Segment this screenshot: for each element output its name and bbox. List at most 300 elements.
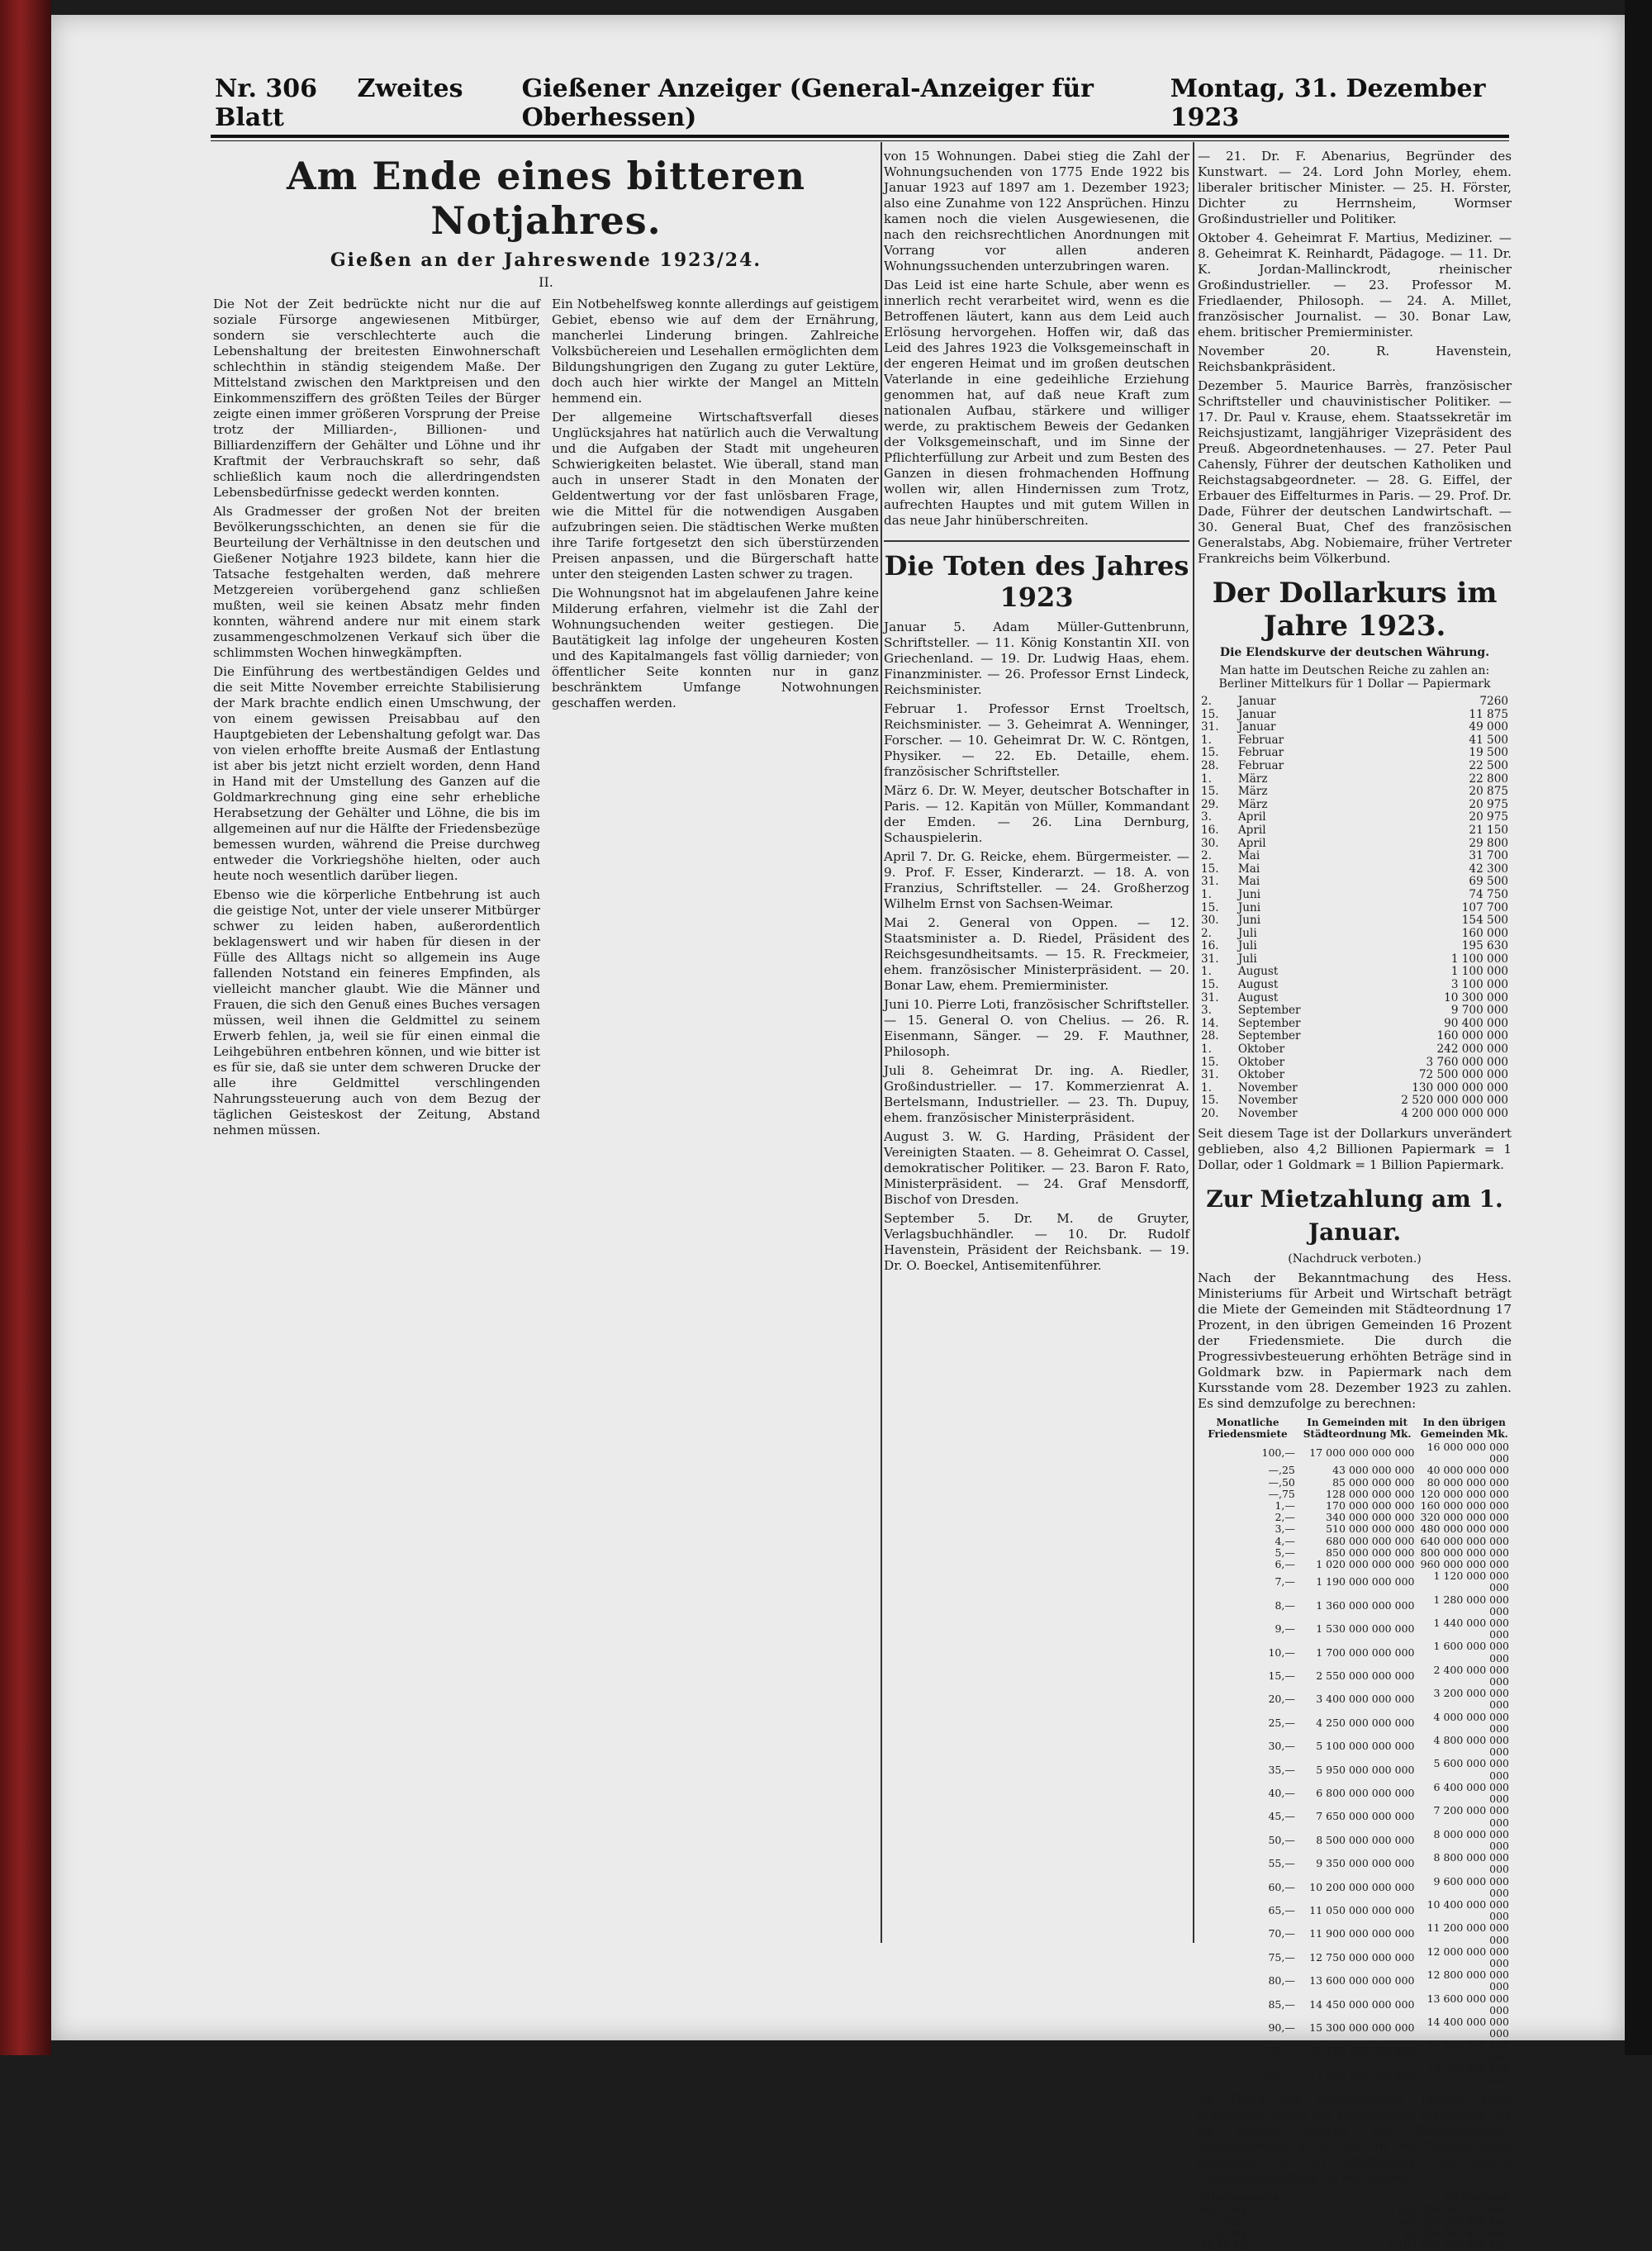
rent-row-cell: 12 750 000 000 000 <box>1309 1950 1415 1964</box>
rent-row-cell: 128 000 000 000 <box>1326 1487 1415 1500</box>
rent-row-cell: 4,— <box>1275 1534 1295 1547</box>
rent-row-cell: 14 400 000 000 000 <box>1427 2015 1509 2040</box>
column-divider <box>1193 142 1194 1943</box>
dollar-rate-row-cell: Mai <box>1237 862 1260 876</box>
dollar-rate-row-cell: November <box>1237 1107 1298 1120</box>
dollar-rate-row <box>1198 889 1512 902</box>
dollar-rate-row <box>1198 824 1512 838</box>
dollar-rate-row-cell: Oktober <box>1237 1042 1285 1057</box>
obituary-entry: September 5. Dr. M. de Gruyter, Verlagsbuchhändler. — 10. Dr. Rudolf Havenstein, Präsident der Reichsbank. — 19. Dr. O. Boeckel, Antisemitenführer. <box>884 1211 1189 1273</box>
dollar-rate-row-cell: 7260 <box>1479 695 1508 708</box>
rent-row-cell: 1 530 000 000 000 <box>1316 1622 1415 1636</box>
rent-example-row <box>1198 2204 1512 2215</box>
rent-row-cell: 1 020 000 000 000 <box>1316 1558 1415 1571</box>
rent-row <box>1198 1477 1512 1489</box>
dollar-rate-row-cell: 154 500 <box>1461 914 1508 928</box>
rent-row-cell: 16 000 000 000 000 <box>1427 2062 1509 2087</box>
rent-row <box>1198 2016 1512 2040</box>
rent-row-cell: 4 000 000 000 000 <box>1433 1710 1509 1735</box>
dollar-rate-row-cell: 1 100 000 <box>1450 965 1508 979</box>
dollar-rate-row-cell: 10 300 000 <box>1444 990 1508 1004</box>
rent-row <box>1198 1570 1512 1593</box>
dollar-rate-row-cell: 14. <box>1201 1016 1219 1030</box>
rent-row-cell: 10 400 000 000 000 <box>1427 1897 1509 1923</box>
dollar-rate-row-cell: 21 150 <box>1469 823 1508 837</box>
dollar-rate-row-cell: 28. <box>1201 758 1219 772</box>
masthead: Gießener Anzeiger (General-Anzeiger für Oberhessen) <box>521 74 1094 132</box>
dollar-rate-row-cell: Januar <box>1237 707 1276 721</box>
rent-row-cell: 17 000 000 000 000 <box>1309 1446 1415 1460</box>
dollar-rate-row-cell: Juli <box>1237 939 1257 953</box>
dollar-rate-row <box>1198 709 1512 722</box>
dollar-rate-row-cell: 1. <box>1201 965 1212 979</box>
rent-row-cell: 1 120 000 000 000 <box>1433 1570 1509 1594</box>
dollar-rate-row-cell: 31 700 <box>1469 849 1508 863</box>
rent-row <box>1198 1559 1512 1570</box>
obituary-entry: Juni 10. Pierre Loti, französischer Schriftsteller. — 15. General O. von Chelius. — 26. R. Eisenmann, Sänger. — 29. F. Mauthner, Philosoph. <box>884 997 1189 1059</box>
rent-row-cell: 9 350 000 000 000 <box>1316 1857 1415 1870</box>
dollar-rate-row-cell: Juli <box>1237 926 1257 940</box>
article-part: II. <box>539 274 553 290</box>
dollar-rate-row-cell: 31. <box>1201 1068 1219 1082</box>
rent-example-row-cell: 6 800 000 000 000 Mk. <box>1387 2203 1509 2216</box>
rent-row-cell: 50,— <box>1268 1833 1295 1846</box>
rent-example-row-cell: 7 183 000 000 000 Mk. <box>1387 2238 1509 2251</box>
rent-row <box>1198 1946 1512 1969</box>
rent-title: Zur Mietzahlung am 1. Januar. <box>1206 1185 1503 1246</box>
rent-row-cell: 1 600 000 000 000 <box>1433 1640 1509 1665</box>
header-rule-thin <box>211 140 1509 141</box>
rent-col-header: Monatliche Friedensmiete <box>1208 1416 1288 1440</box>
dollar-rate-row <box>1198 1004 1512 1018</box>
article-headline: Am Ende eines bitteren Notjahres. <box>286 154 806 243</box>
rent-row-cell: 6 400 000 000 000 <box>1433 1780 1509 1806</box>
dollar-rate-row <box>1198 811 1512 824</box>
obituary-title: Die Toten des Jahres 1923 <box>884 540 1189 613</box>
rent-example-row <box>1198 2216 1512 2228</box>
rent-row-cell: 13 600 000 000 000 <box>1427 1992 1509 2016</box>
dollar-rate-row-cell: 15. <box>1201 1055 1219 1069</box>
dollar-rate-row-cell: 3. <box>1201 810 1212 824</box>
dollar-rate-row-cell: 19 500 <box>1469 746 1508 760</box>
rent-row-cell: 30,— <box>1268 1740 1295 1753</box>
dollar-rate-row-cell: Juli <box>1237 952 1257 966</box>
rent-row-cell: 3,— <box>1275 1522 1295 1536</box>
dollar-rate-row-cell: 28. <box>1201 1029 1219 1043</box>
rent-row <box>1198 1594 1512 1617</box>
dollar-rate-row-cell: Februar <box>1237 746 1284 760</box>
rent-row-cell: 20,— <box>1268 1693 1295 1706</box>
obituary-entry: März 6. Dr. W. Meyer, deutscher Botschafter in Paris. — 12. Kapitän von Müller, Kommandant der Emden. — 26. Lina Dernburg, Schauspielerin. <box>884 783 1189 845</box>
rent-row-cell: 100,— <box>1261 2068 1295 2081</box>
rent-row-cell: 7 650 000 000 000 <box>1316 1810 1415 1823</box>
dollar-rate-row-cell: 4 200 000 000 000 <box>1401 1107 1508 1120</box>
rent-row-cell: 2,— <box>1275 1511 1295 1524</box>
rent-row-cell: 6 800 000 000 000 <box>1316 1786 1415 1799</box>
rent-row-cell: 90,— <box>1268 2021 1295 2035</box>
dollar-rate-row <box>1198 734 1512 748</box>
article-right-column <box>552 297 879 1142</box>
rent-example-row-cell: 2,— Mk. <box>1200 2215 1244 2228</box>
obituary-entry: Januar 5. Adam Müller-Guttenbrunn, Schriftsteller. — 11. König Konstantin XII. von Griechenland. — 19. Dr. Ludwig Haas, ehem. Finanzminister. — 26. Professor Ernst Lindeck, Reichsminister. <box>884 620 1189 697</box>
rent-row <box>1198 1829 1512 1852</box>
rent-example-row-cell: —,25 Mk. <box>1200 2226 1251 2239</box>
dollar-rate-row-cell: 242 000 000 <box>1436 1042 1508 1057</box>
middle-column <box>884 149 1189 1933</box>
header-rule <box>211 135 1509 138</box>
dollar-rate-row <box>1198 940 1512 953</box>
dollar-rate-row-cell: November <box>1237 1094 1298 1108</box>
rent-row-cell: 850 000 000 000 <box>1326 1546 1415 1559</box>
dollar-rate-row-cell: 20 975 <box>1469 797 1508 811</box>
rent-row-cell: 12 800 000 000 000 <box>1427 1968 1509 1993</box>
rent-row-cell: 11 900 000 000 000 <box>1309 1927 1415 1940</box>
obituary-entry: Februar 1. Professor Ernst Troeltsch, Reichsminister. — 3. Geheimrat A. Wenninger, Forscher. — 10. Geheimrat Dr. W. C. Röntgen, Physiker. — 22. Eb. Detaille, ehem. französischer Schriftsteller. <box>884 701 1189 779</box>
paragraph: Die Einführung des wertbeständigen Geldes und die seit Mitte November erreichte Stabilisierung der Mark brachte endlich einen Umschwung, der von einem gewissen Preisabbau auf den Hauptgebieten der Lebenshaltung gefolgt war. Das von vielen erhoffte breite Ausmaß der Entlastung ist aber bis jetzt nicht erzielt worden, denn Hand in Hand mit der Umstellung des Ganzen auf die Goldmarkrechnung ging eine sehr erhebliche Herabsetzung der Gehälter und Löhne, die bis im allgemeinen auf nur die Hälfte der Friedensbezüge bemessen wurden, während die Preise durchweg entweder die Vorkriegshöhe hielten, oder auch heute noch wesentlich darüber liegen. <box>213 664 540 883</box>
dollar-rate-row-cell: 195 630 <box>1461 939 1508 953</box>
rent-row-cell: 11 200 000 000 000 <box>1427 1921 1509 1946</box>
issue-date: Montag, 31. Dezember 1923 <box>1170 74 1486 132</box>
rent-row <box>1198 1617 1512 1641</box>
rent-row-cell: 45,— <box>1268 1810 1295 1823</box>
rent-row-cell: 9,— <box>1275 1622 1295 1636</box>
dollar-rate-row-cell: 31. <box>1201 952 1219 966</box>
rent-row-cell: 1,— <box>1275 1499 1295 1513</box>
rent-row-cell: 1 190 000 000 000 <box>1316 1575 1415 1589</box>
dollar-rate-row-cell: 2. <box>1201 695 1212 708</box>
rent-row-cell: 8 000 000 000 000 <box>1433 1827 1509 1852</box>
dollar-rate-row-cell: 15. <box>1201 707 1219 721</box>
dollar-rate-row <box>1198 1082 1512 1095</box>
dollar-rate-row <box>1198 876 1512 889</box>
rent-row-cell: 17 000 000 000 000 <box>1309 2068 1415 2081</box>
dollar-rate-row-cell: 20. <box>1201 1107 1219 1120</box>
rent-row-cell: 12 000 000 000 000 <box>1427 1945 1509 1969</box>
dollar-rate-row-cell: 30. <box>1201 836 1219 850</box>
newspaper-header <box>215 74 1507 132</box>
rent-row-cell: 10,— <box>1268 1646 1295 1659</box>
rent-row-cell: 1 360 000 000 000 <box>1316 1598 1415 1612</box>
rent-row <box>1198 1805 1512 1828</box>
dollar-rate-row <box>1198 721 1512 734</box>
rent-row-cell: 960 000 000 000 <box>1420 1558 1509 1571</box>
dollar-rate-row-cell: 15. <box>1201 900 1219 914</box>
dollar-rate-row-cell: 9 700 000 <box>1450 1004 1508 1018</box>
dollar-rate-row-cell: April <box>1237 836 1266 850</box>
rent-row-cell: 15 300 000 000 000 <box>1309 2021 1415 2035</box>
rent-example-row-cell: 42,25 Mk. <box>1200 2238 1254 2251</box>
dollar-rate-row <box>1198 773 1512 786</box>
rent-row <box>1198 1665 1512 1688</box>
header-left <box>215 74 522 132</box>
rent-row <box>1198 1547 1512 1559</box>
rent-row-cell: 1 700 000 000 000 <box>1316 1646 1415 1659</box>
paragraph: Die Not der Zeit bedrückte nicht nur die auf soziale Fürsorge angewiesenen Mitbürger, sondern sie verschlechterte auch die Lebenshaltung der breitesten Einwohnerschaft schlechthin in ständig steigendem Maße. Der Mittelstand zwischen den Marktpreisen und den Einkommensziffern des größten Teiles der Bürger zeigte einen immer größeren Vorsprung der Preise trotz der Milliarden-, Billionen- und Billiardenziffern der Gehälter und Löhne und ihr Kraftmit der Verbrauchskraft so sehr, daß schließlich kaum noch die allerdringendsten Lebensbedürfnisse gedeckt werden konnten. <box>213 297 540 500</box>
dollar-rate-row-cell: Juni <box>1237 914 1261 928</box>
obituary-entry: — 21. Dr. F. Abenarius, Begründer des Kunstwart. — 24. Lord John Morley, ehem. liberaler britischer Minister. — 25. H. Förster, Dichter zu Herrnsheim, Wormser Großindustrieller und Politiker. <box>1198 149 1512 226</box>
article-columns <box>213 297 879 1142</box>
dollar-rate-row <box>1198 838 1512 851</box>
rent-row <box>1198 1688 1512 1711</box>
rent-row <box>1198 1712 1512 1735</box>
rent-row-cell: 8 800 000 000 000 <box>1433 1851 1509 1876</box>
dollar-rate-row-cell: Mai <box>1237 875 1260 889</box>
rent-row <box>1198 1852 1512 1875</box>
rent-example-row <box>1198 2239 1512 2251</box>
rent-row-cell: 5 950 000 000 000 <box>1316 1763 1415 1776</box>
rent-row-cell: 16 150 000 000 000 <box>1309 2044 1415 2058</box>
rent-row-cell: 43 000 000 000 <box>1332 1464 1415 1477</box>
obituary-entry: Oktober 4. Geheimrat F. Martius, Mediziner. — 8. Geheimrat K. Reinhardt, Pädagoge. — 11. Dr. K. Jordan-Mallinckrodt, rheinischer Großindustrieller. — 23. Professor M. Friedlaender, Philosoph. — 24. A. Millet, französischer Journalist. — 30. Bonar Law, ehem. britischer Premierminister. <box>1198 230 1512 340</box>
rent-row-cell: 5 100 000 000 000 <box>1316 1740 1415 1753</box>
dollar-rate-row-cell: 31. <box>1201 990 1219 1004</box>
dollar-rate-row-cell: September <box>1237 1016 1301 1030</box>
dollar-rate-row-cell: 16. <box>1201 939 1219 953</box>
dollar-rate-row-cell: 15. <box>1201 1094 1219 1108</box>
dollar-rate-row-cell: 31. <box>1201 720 1219 734</box>
dollar-rate-row-cell: 1. <box>1201 887 1212 901</box>
rent-row-cell: 1 280 000 000 000 <box>1433 1593 1509 1617</box>
rent-row-cell: 7,— <box>1275 1575 1295 1589</box>
dollar-rate-row-cell: 30. <box>1201 914 1219 928</box>
rent-example-row <box>1198 2228 1512 2239</box>
rent-row <box>1198 1758 1512 1781</box>
page-edge <box>1625 0 1652 2055</box>
right-column <box>1198 149 1512 2251</box>
rent-row <box>1198 1876 1512 1899</box>
dollar-rate-row-cell: 3. <box>1201 1004 1212 1018</box>
rent-row <box>1198 1536 1512 1547</box>
rent-table <box>1198 1415 1512 2087</box>
rent-row <box>1198 1512 1512 1523</box>
rent-row-cell: 10 200 000 000 000 <box>1309 1880 1415 1893</box>
rent-example-header: Mietbetrag: <box>1444 2191 1510 2203</box>
rent-row-cell: 120 000 000 000 <box>1420 1487 1509 1500</box>
dollar-rate-row <box>1198 696 1512 709</box>
column-divider <box>881 142 882 1943</box>
rent-row <box>1198 1489 1512 1500</box>
rent-row-cell: 95,— <box>1268 2044 1295 2058</box>
rent-row-cell: 70,— <box>1268 1927 1295 1940</box>
dollar-rate-row-cell: 1. <box>1201 1080 1212 1095</box>
dollar-rate-row <box>1198 992 1512 1005</box>
dollar-rate-row-cell: 15. <box>1201 978 1219 992</box>
paragraph: Ein Notbehelfsweg konnte allerdings auf geistigem Gebiet, ebenso wie auf dem der Ernährung, mancherlei Linderung bringen. Zahlreiche Volksbüchereien und Lesehallen ermöglichten dem Bildungshungrigen den Zugang zu guter Lektüre, doch auch hier wirkte der Mangel an Mitteln hemmend ein. <box>552 297 879 406</box>
obituary-entry: Dezember 5. Maurice Barrès, französischer Schriftsteller und chauvinistischer Politiker. — 17. Dr. Paul v. Krause, ehem. Staatssekretär im Reichsjustizamt, langjähriger Vizepräsident des Preuß. Abgeordnetenhauses. — 27. Peter Paul Cahensly, Führer der deutschen Katholiken und Reichstagsabgeordneter. — 28. G. Eiffel, der Erbauer des Eiffelturmes in Paris. — 29. Prof. Dr. Dade, Führer der deutschen Landwirtschaft. — 30. General Buat, Chef des französischen Generalstabs, Abg. Nobiemaire, früher Vertreter Frankreichs beim Völkerbund. <box>1198 378 1512 566</box>
rent-example-row-cell: 340 000 000 000 Mk. <box>1397 2215 1509 2228</box>
rent-row-cell: 2 400 000 000 000 <box>1433 1663 1509 1688</box>
dollar-rate-row-cell: 90 400 000 <box>1444 1016 1508 1030</box>
dollar-rate-row-cell: 2. <box>1201 849 1212 863</box>
dollar-rate-row-cell: März <box>1237 785 1268 799</box>
rent-intro: Nach der Bekanntmachung des Hess. Ministeriums für Arbeit und Wirtschaft beträgt die Miete der Gemeinden mit Städteordnung 17 Prozent, in den übrigen Gemeinden 16 Prozent der Friedensmiete. Die durch die Progressivbesteuerung erhöhten Beträge sind in Goldmark bzw. in Papiermark nach dem Kursstande vom 28. Dezember 1923 zu zahlen. Es sind demzufolge zu berechnen: <box>1198 1270 1512 1411</box>
dollar-rate-row-cell: 1. <box>1201 1042 1212 1057</box>
dollar-rate-row <box>1198 1095 1512 1108</box>
dollar-rate-row-cell: 22 800 <box>1469 772 1508 786</box>
main-article <box>213 149 879 1933</box>
dollar-rate-row <box>1198 966 1512 979</box>
rent-row-cell: 80 000 000 000 <box>1427 1475 1509 1489</box>
dollar-rate-row <box>1198 953 1512 966</box>
dollar-rate-row-cell: 15. <box>1201 785 1219 799</box>
rent-col-header: In Gemeinden mit Städteordnung Mk. <box>1303 1416 1412 1440</box>
rent-row <box>1198 2040 1512 2063</box>
dollar-rate-row-cell: 72 500 000 000 <box>1418 1068 1508 1082</box>
rent-row-cell: 16 000 000 000 000 <box>1427 1441 1509 1465</box>
rent-row <box>1198 1641 1512 1664</box>
rent-row-cell: 510 000 000 000 <box>1326 1522 1415 1536</box>
dollar-rate-row-cell: 3 760 000 000 <box>1426 1055 1508 1069</box>
dollar-rate-row-cell: 1 100 000 <box>1450 952 1508 966</box>
rent-example-row-cell: 40,— Mk. <box>1200 2203 1251 2216</box>
dollar-rate-row <box>1198 747 1512 760</box>
rent-row-cell: 65,— <box>1268 1904 1295 1917</box>
dollar-rate-row-cell: August <box>1237 990 1279 1004</box>
rent-row-cell: 60,— <box>1268 1880 1295 1893</box>
rent-row-cell: 40,— <box>1268 1786 1295 1799</box>
rent-row <box>1198 1523 1512 1535</box>
dollar-rate-row-cell: Oktober <box>1237 1055 1285 1069</box>
rent-row <box>1198 1899 1512 1922</box>
rent-row-cell: 25,— <box>1268 1716 1295 1729</box>
dollar-rate-row <box>1198 1108 1512 1121</box>
rent-row-cell: 4 800 000 000 000 <box>1433 1734 1509 1759</box>
rent-row-cell: 640 000 000 000 <box>1420 1534 1509 1547</box>
dollar-rate-row-cell: 41 500 <box>1469 733 1508 747</box>
dollar-rate-row <box>1198 1043 1512 1057</box>
dollar-rate-row-cell: April <box>1237 823 1266 837</box>
dollar-rate-row-cell: 42 300 <box>1469 862 1508 876</box>
dollar-rate-row-cell: 11 875 <box>1469 707 1508 721</box>
rent-row-cell: —,25 <box>1268 1464 1295 1477</box>
rent-row <box>1198 1441 1512 1465</box>
rent-row-cell: —,75 <box>1268 1487 1295 1500</box>
obituary-entry: August 3. W. G. Harding, Präsident der Vereinigten Staaten. — 8. Geheimrat O. Cassel, demokratischer Politiker. — 23. Baron F. Rato, Ministerpräsident. — 24. Graf Mensdorff, Bischof von Dresden. <box>884 1129 1189 1207</box>
dollar-rate-row-cell: September <box>1237 1029 1301 1043</box>
dollar-rate-row-cell: 29 800 <box>1469 836 1508 850</box>
article-subhead: Gießen an der Jahreswende 1923/24. <box>330 249 762 271</box>
dollar-rate-row-cell: 1. <box>1201 772 1212 786</box>
dollar-rate-row <box>1198 850 1512 863</box>
paragraph: von 15 Wohnungen. Dabei stieg die Zahl der Wohnungsuchenden von 1775 Ende 1922 bis Januar 1923 auf 1897 am 1. Dezember 1923; also eine Zunahme von 122 Ansprüchen. Hinzu kamen noch die vielen Ausgewiesenen, die nach den reichsrechtlichen Anordnungen mit Vorrang vor allen anderen Wohnungssuchenden unterzubringen waren. <box>884 149 1189 273</box>
rent-row <box>1198 1993 1512 2016</box>
dollar-rate-row-cell: Februar <box>1237 733 1284 747</box>
issue-number: Nr. 306 <box>215 74 317 103</box>
dollar-rate-row-cell: 22 500 <box>1469 758 1508 772</box>
dollar-rate-row-cell: Januar <box>1237 720 1276 734</box>
rent-row-cell: 85,— <box>1268 1997 1295 2011</box>
rent-row-cell: 480 000 000 000 <box>1420 1522 1509 1536</box>
dollar-rate-row <box>1198 799 1512 812</box>
rent-row-cell: 5 600 000 000 000 <box>1433 1757 1509 1782</box>
rent-row-cell: 3 400 000 000 000 <box>1316 1693 1415 1706</box>
dollar-rate-row-cell: Januar <box>1237 695 1276 708</box>
rent-row <box>1198 1782 1512 1805</box>
dollar-rate-row-cell: Juni <box>1237 900 1261 914</box>
obituary-entry: April 7. Dr. G. Reicke, ehem. Bürgermeister. — 9. Prof. F. Esser, Kinderarzt. — 18. A. von Franzius, Schriftsteller. — 24. Großherzog Wilhelm Ernst von Sachsen-Weimar. <box>884 849 1189 911</box>
rent-row-cell: 680 000 000 000 <box>1326 1534 1415 1547</box>
rent-row-cell: 35,— <box>1268 1763 1295 1776</box>
dollar-rate-row <box>1198 760 1512 773</box>
rent-row-cell: 9 600 000 000 000 <box>1433 1874 1509 1899</box>
rent-row-cell: —,50 <box>1268 1475 1295 1489</box>
book-binding <box>0 0 51 2055</box>
dollar-rate-row-cell: August <box>1237 978 1279 992</box>
rent-row <box>1198 1735 1512 1758</box>
dollar-rate-row-cell: 49 000 <box>1469 720 1508 734</box>
rent-outro: An Hand der vorstehenden Tabelle kann jedermann leicht die Mietbeträge feststellen. Es ist genaue Betrag der Friedensmiete, beispielsweise 42,25 Mk. in der Tabelle nicht enthalten, so ist Mietbetrag, nur durch Zusammenstellung zu berechnen: <box>1198 2092 1512 2186</box>
dollar-rate-row-cell: Februar <box>1237 758 1284 772</box>
rent-row-cell: 11 050 000 000 000 <box>1309 1904 1415 1917</box>
dollar-rate-row-cell: Mai <box>1237 849 1260 863</box>
dollar-rate-row-cell: 1. <box>1201 733 1212 747</box>
dollar-rate-row-cell: März <box>1237 797 1268 811</box>
rent-row-cell: 100,— <box>1261 1446 1295 1460</box>
dollar-rate-row-cell: August <box>1237 965 1279 979</box>
dollar-rate-row <box>1198 1030 1512 1043</box>
dollar-rate-row-cell: Juni <box>1237 887 1261 901</box>
rent-example-row-cell: 43 000 000 000 Mk. <box>1403 2226 1509 2239</box>
rent-row <box>1198 1500 1512 1512</box>
rent-row-cell: 340 000 000 000 <box>1326 1511 1415 1524</box>
rent-row-cell: 170 000 000 000 <box>1326 1499 1415 1513</box>
dollar-rate-note: Seit diesem Tage ist der Dollarkurs unverändert geblieben, also 4,2 Billionen Papiermark = 1 Dollar, oder 1 Goldmark = 1 Billion Papiermark. <box>1198 1125 1512 1172</box>
dollar-rate-row-cell: 107 700 <box>1461 900 1508 914</box>
rent-row-cell: 13 600 000 000 000 <box>1309 1974 1415 1987</box>
dollar-rate-row <box>1198 979 1512 992</box>
obituary-entry: Juli 8. Geheimrat Dr. ing. A. Riedler, Großindustrieller. — 17. Kommerzienrat A. Bertelsmann, Industrieller. — 23. Th. Dupuy, ehem. französischer Ministerpräsident. <box>884 1063 1189 1125</box>
rent-row-cell: 1 440 000 000 000 <box>1433 1617 1509 1641</box>
rent-row-cell: 8,— <box>1275 1598 1295 1612</box>
rent-row-cell: 15,— <box>1268 1669 1295 1682</box>
rent-row-cell: 5,— <box>1275 1546 1295 1559</box>
rent-row-cell: 15 200 000 000 000 <box>1427 2039 1509 2063</box>
dollar-rate-row-cell: November <box>1237 1080 1298 1095</box>
paragraph: Ebenso wie die körperliche Entbehrung ist auch die geistige Not, unter der viele unserer Mitbürger schwer zu leiden haben, außerordentlich beklagenswert und wir haben für diesen in der Fülle des Alltags nicht so allgemein ins Auge fallenden Notstand ein feineres Empfinden, als vielleicht mancher glaubt. Wie die Männer und Frauen, die sich den Genuß eines Buches versagen müssen, weil ihnen die Geldmittel zu seinem Erwerb fehlen, ja, weil sie für einen einmal die Leihgebühren entbehren können, und wie bitter ist es für sie, daß sie unter dem schweren Drucke der alle ihre Geldmittel verschlingenden Nahrungssteuerung auch von dem Bezug der täglichen Geisteskost der Zeitung, Abstand nehmen müssen. <box>213 887 540 1137</box>
dollar-rate-row-cell: 16. <box>1201 823 1219 837</box>
rent-row-cell: 4 250 000 000 000 <box>1316 1716 1415 1729</box>
dollar-rate-row <box>1198 1018 1512 1031</box>
rent-row <box>1198 2063 1512 2087</box>
dollar-rate-title: Der Dollarkurs im Jahre 1923. <box>1212 577 1498 643</box>
paragraph: Das Leid ist eine harte Schule, aber wenn es innerlich recht verarbeitet wird, wenn es die Betroffenen läutert, kann aus dem Leid auch Erlösung hervorgehen. Hoffen wir, daß das Leid des Jahres 1923 die Volksgemeinschaft in der engeren Heimat und im großen deutschen Vaterlande in eine gedeihliche Erziehung genommen hat, auf daß neue Kraft zum nationalen Aufbau, stärkere und williger werde, zu praktischem Beweis der Gedanken der Volksgemeinschaft, und im Sinne der Pflichterfüllung zur Arbeit und zum Besten des Ganzen in diesen frohmachenden Hoffnung wollen wir, allen Hindernissen zum Trotz, aufrechten Hauptes und mit gutem Willen in das neue Jahr hinüberschreiten. <box>884 278 1189 528</box>
dollar-rate-row-cell: 160 000 000 <box>1436 1029 1508 1043</box>
rent-row-cell: 3 200 000 000 000 <box>1433 1687 1509 1712</box>
article-left-column <box>213 297 540 1142</box>
dollar-rate-row-cell: 2 520 000 000 000 <box>1401 1094 1508 1108</box>
dollar-rate-row-cell: 29. <box>1201 797 1219 811</box>
dollar-rate-row-cell: 2. <box>1201 926 1212 940</box>
dollar-rate-row-cell: Oktober <box>1237 1068 1285 1082</box>
rent-row-cell: 75,— <box>1268 1950 1295 1964</box>
obituary-entry: Mai 2. General von Oppen. — 12. Staatsminister a. D. Riedel, Präsident des Reichsgesundheitsamts. — 15. R. Freckmeier, ehem. französischer Ministerpräsident. — 20. Bonar Law, ehem. Premierminister. <box>884 915 1189 993</box>
dollar-rate-row-cell: 15. <box>1201 862 1219 876</box>
paragraph: Als Gradmesser der großen Not der breiten Bevölkerungsschichten, an denen sie für die Beurteilung der Verhältnisse in den deutschen und Gießener Notjahre 1923 bildete, kann hier die Tatsache festgehalten werden, daß mehrere Metzgereien vorübergehend ganz schließen mußten, weil sie keinen Absatz mehr finden konnten, während andere nur mit einem stark zusammengeschmolzenen Verkauf sich über die schlimmsten Wochen hinwegkämpften. <box>213 504 540 660</box>
dollar-rate-row-cell: 69 500 <box>1469 875 1508 889</box>
rent-row-cell: 40 000 000 000 <box>1427 1464 1509 1477</box>
rent-row-cell: 55,— <box>1268 1857 1295 1870</box>
dollar-rate-row <box>1198 914 1512 928</box>
dollar-rate-row-cell: März <box>1237 772 1268 786</box>
rent-row-cell: 160 000 000 000 <box>1420 1499 1509 1513</box>
dollar-rate-row-cell: 20 975 <box>1469 810 1508 824</box>
dollar-rate-row <box>1198 1069 1512 1082</box>
dollar-rate-row <box>1198 928 1512 941</box>
dollar-rate-row-cell: April <box>1237 810 1266 824</box>
rent-example-header: Friedensmiete: <box>1199 2191 1283 2203</box>
dollar-rate-table <box>1198 696 1512 1121</box>
dollar-rate-row <box>1198 1057 1512 1070</box>
